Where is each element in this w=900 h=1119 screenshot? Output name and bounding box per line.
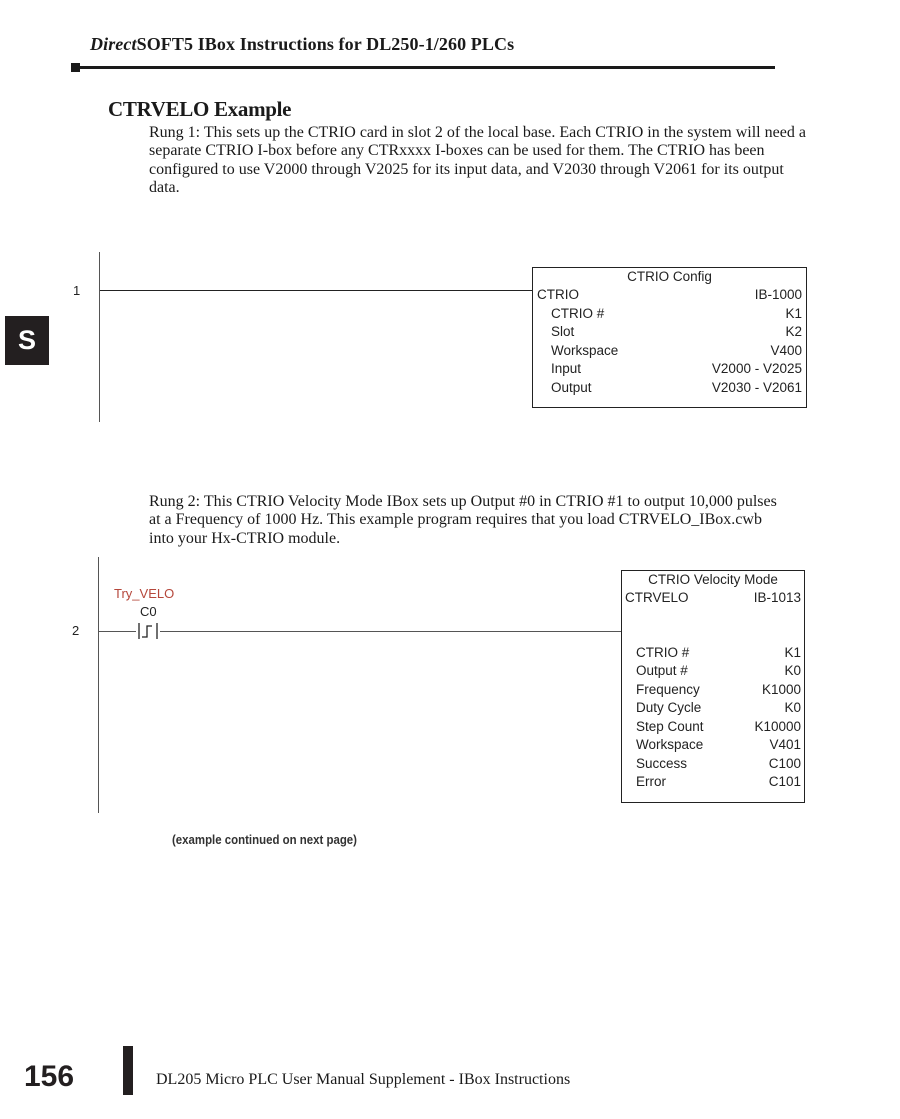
- rung1-description: Rung 1: This sets up the CTRIO card in slot 2 of the local base. Each CTRIO in the system will need a separate CTRIO I-box before any CTRxxxx I-boxes can be used for them. The CTRIO has been configured to use V2000 through V2025 for its input data, and V2030 through V2061 for its output data.: [149, 124, 806, 196]
- param-label: Output #: [636, 663, 688, 678]
- rung-wire: [160, 631, 621, 632]
- rung-number: 1: [73, 283, 81, 298]
- contact-address: C0: [140, 604, 157, 619]
- ibox-param: [537, 342, 802, 361]
- param-label: Duty Cycle: [636, 700, 702, 715]
- left-power-rail: [98, 557, 99, 813]
- param-label: Error: [636, 774, 666, 789]
- ibox-param: [625, 681, 801, 700]
- param-value: V401: [769, 737, 801, 752]
- ibox-title: CTRIO Config: [627, 269, 712, 284]
- positive-edge-contact-icon[interactable]: [135, 622, 161, 640]
- page-number: 156: [24, 1060, 75, 1093]
- ibox-id: IB-1000: [754, 287, 802, 302]
- ibox-mnemonic: CTRVELO: [625, 590, 689, 605]
- param-value: K1: [784, 644, 801, 660]
- param-value: K10000: [754, 718, 801, 734]
- rung-wire: [100, 290, 532, 291]
- ibox-param: [625, 718, 801, 737]
- brand-name: Direct: [90, 34, 137, 54]
- param-label: Frequency: [636, 681, 700, 697]
- ibox-header-row: [625, 589, 801, 608]
- running-header: [90, 34, 514, 55]
- param-value: V2030 - V2061: [711, 379, 802, 395]
- param-value: K0: [784, 700, 801, 715]
- rung-number: 2: [72, 623, 80, 638]
- rung-wire: [99, 631, 136, 632]
- footer-title: DL205 Micro PLC User Manual Supplement - IBox Instructions: [156, 1071, 571, 1088]
- ibox-mnemonic: CTRIO: [537, 287, 579, 302]
- param-label: Step Count: [636, 718, 704, 734]
- param-value: K1: [785, 305, 802, 321]
- param-label: Workspace: [636, 737, 704, 752]
- ctrio-velocity-mode-ibox[interactable]: [621, 570, 805, 803]
- ibox-spacer: [625, 608, 801, 644]
- param-label: Input: [551, 361, 582, 376]
- param-label: Workspace: [551, 342, 619, 358]
- param-value: V400: [770, 342, 802, 358]
- ctrio-config-ibox[interactable]: [532, 267, 807, 408]
- section-tab: S: [5, 316, 49, 365]
- param-label: CTRIO #: [551, 305, 605, 321]
- param-value: K1000: [761, 681, 801, 697]
- continued-note: (example continued on next page): [172, 832, 357, 847]
- param-value: K0: [784, 663, 801, 678]
- param-value: C101: [768, 774, 801, 789]
- ibox-header-row: [537, 286, 802, 305]
- param-label: Slot: [551, 324, 575, 339]
- ibox-param: [537, 360, 802, 379]
- ibox-param: [625, 736, 801, 755]
- footer-divider: [123, 1046, 133, 1095]
- ibox-id: IB-1013: [753, 590, 801, 605]
- ibox-param: [625, 662, 801, 681]
- param-value: K2: [785, 324, 802, 339]
- ibox-param: [625, 773, 801, 792]
- section-title: CTRVELO Example: [108, 97, 292, 121]
- header-title: SOFT5 IBox Instructions for DL250-1/260 PLCs: [136, 34, 515, 54]
- ibox-param: [537, 379, 802, 398]
- param-label: CTRIO #: [636, 644, 690, 660]
- ibox-title: CTRIO Velocity Mode: [648, 572, 778, 587]
- param-label: Output: [551, 379, 592, 395]
- contact-nickname: Try_VELO: [114, 586, 175, 601]
- left-power-rail: [99, 252, 100, 422]
- param-value: V2000 - V2025: [711, 361, 802, 376]
- ibox-param: [537, 323, 802, 342]
- ibox-param: [625, 699, 801, 718]
- param-label: Success: [636, 755, 688, 771]
- rung2-description: Rung 2: This CTRIO Velocity Mode IBox sets up Output #0 in CTRIO #1 to output 10,000 pulses at a Frequency of 1000 Hz. This example program requires that you load CTRVELO_IBox.cwb into your Hx-CTRIO module.: [149, 493, 777, 547]
- ibox-param: [625, 755, 801, 774]
- ibox-param: [537, 305, 802, 324]
- param-value: C100: [768, 755, 801, 771]
- header-rule: [72, 66, 775, 69]
- ibox-param: [625, 644, 801, 663]
